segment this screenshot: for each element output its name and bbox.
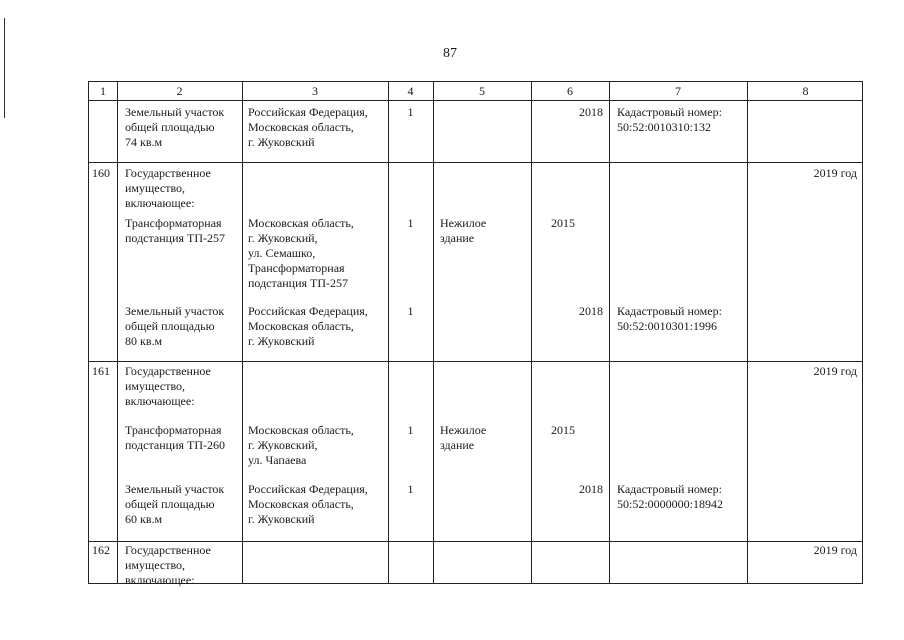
item-qty: 1 [407,482,414,496]
item-address: Московская область, г. Жуковский, ул. Чапаева [248,423,354,467]
item-qty: 1 [407,304,414,318]
col-divider [531,82,532,583]
item-note: Кадастровый номер: 50:52:0010310:132 [617,105,722,134]
row-year-end: 2019 год [813,543,857,557]
item-qty: 1 [407,216,414,230]
header-cell: 8 [802,84,809,98]
header-cell: 3 [312,84,318,98]
row-divider [89,100,862,101]
item-address: Российская Федерация, Московская область, г. Жуковский [248,304,368,348]
header-cell: 7 [675,84,681,98]
row-number: 161 [92,364,110,378]
col-divider [747,82,748,583]
item-qty: 1 [407,105,414,119]
item-address: Российская Федерация, Московская область, г. Жуковский [248,482,368,526]
property-table [88,81,863,587]
row-year-end: 2019 год [813,364,857,378]
row-divider [89,361,862,362]
item-note: Кадастровый номер: 50:52:0010301:1996 [617,304,722,333]
header-cell: 2 [176,84,183,98]
row-title: Государственное имущество, включающее: [125,166,211,210]
header-cell: 6 [567,84,573,98]
item-address: Московская область, г. Жуковский, ул. Семашко, Трансформаторная подстанция ТП-257 [248,216,354,290]
page-number: 87 [443,46,457,61]
item-name: Земельный участок общей площадью 74 кв.м [125,105,225,149]
item-year: 2018 [579,105,603,119]
col-divider [242,82,243,583]
row-year-end: 2019 год [813,166,857,180]
item-name: Земельный участок общей площадью 80 кв.м [125,304,225,348]
row-title: Государственное имущество, включающее: [125,543,211,587]
item-name: Трансформаторная подстанция ТП-257 [125,216,226,245]
item-year: 2018 [579,482,603,496]
row-divider [89,162,862,163]
item-name: Трансформаторная подстанция ТП-260 [125,423,226,452]
item-qty: 1 [407,423,414,437]
col-divider [609,82,610,583]
header-cell: 5 [479,84,485,98]
item-year: 2015 [551,216,575,230]
col-divider [117,82,118,583]
item-name: Земельный участок общей площадью 60 кв.м [125,482,225,526]
col-divider [433,82,434,583]
margin-line [4,18,5,118]
header-cell: 1 [100,84,106,98]
item-type: Нежилое здание [440,216,487,245]
header-cell: 4 [407,84,414,98]
item-type: Нежилое здание [440,423,487,452]
row-number: 162 [92,543,110,557]
col-divider [388,82,389,583]
row-title: Государственное имущество, включающее: [125,364,211,408]
row-divider [89,541,862,542]
row-number: 160 [92,166,110,180]
item-year: 2018 [579,304,603,318]
item-year: 2015 [551,423,575,437]
item-address: Российская Федерация, Московская область, г. Жуковский [248,105,368,149]
item-note: Кадастровый номер: 50:52:0000000:18942 [617,482,724,511]
